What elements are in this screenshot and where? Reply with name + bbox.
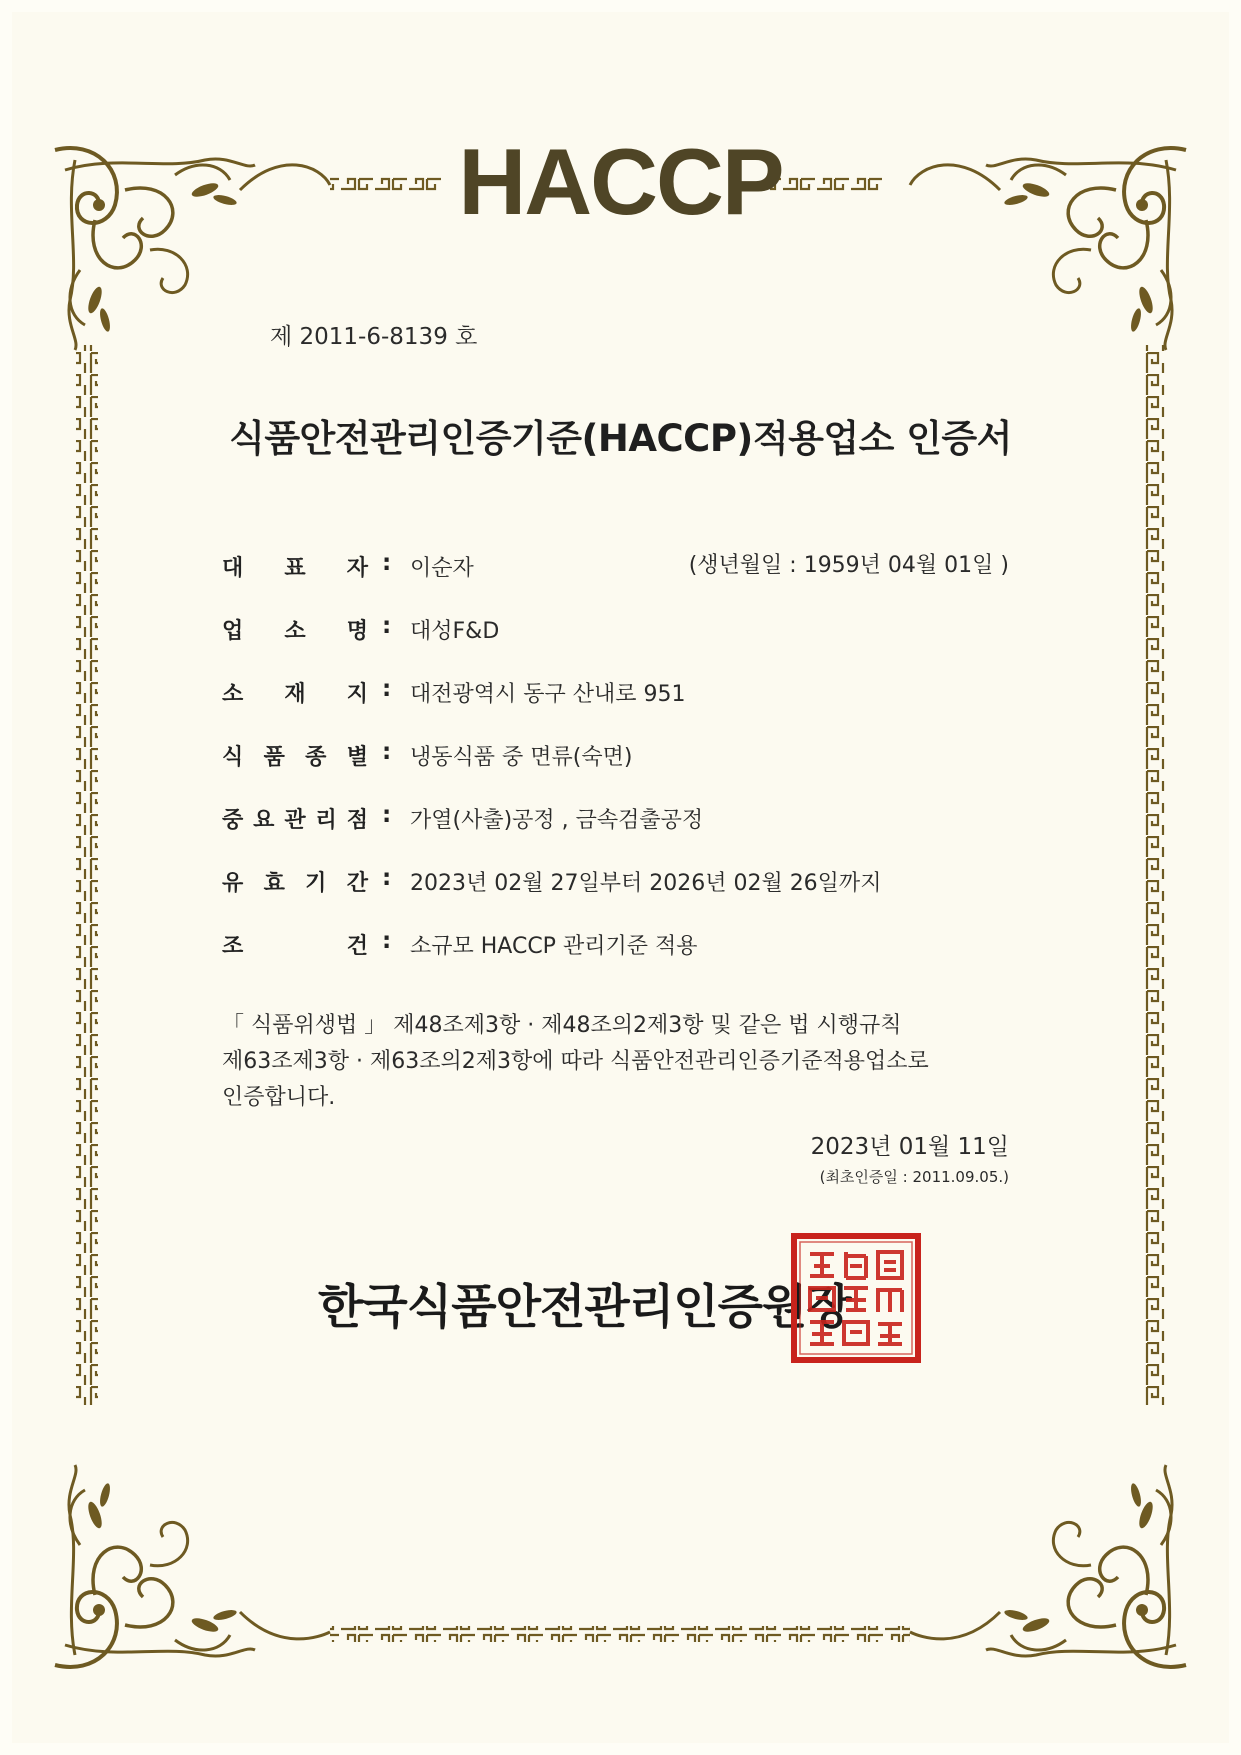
first-certification-date: (최초인증일 : 2011.09.05.) (819, 1168, 1009, 1186)
field-colon: : (382, 739, 392, 765)
field-value-business-name: 대성F&D (410, 619, 500, 644)
field-colon: : (382, 802, 392, 828)
field-value-food-type: 냉동식품 중 면류(숙면) (410, 745, 633, 770)
field-label-representative: 대 표 자 (222, 556, 368, 581)
official-seal-stamp (790, 1232, 922, 1364)
birth-date: (생년월일 : 1959년 04월 01일 ) (688, 553, 1009, 578)
field-colon: : (382, 613, 392, 639)
field-value-address: 대전광역시 동구 산내로 951 (410, 682, 686, 707)
field-label-condition: 조 건 (222, 934, 368, 959)
field-label-validity: 유 효 기 간 (222, 871, 368, 896)
field-colon: : (382, 676, 392, 702)
statement-line-3: 인증합니다. (222, 1085, 336, 1110)
field-colon: : (382, 928, 392, 954)
field-value-ccp: 가열(사출)공정 , 금속검출공정 (410, 808, 704, 833)
field-label-ccp: 중 요 관 리 점 (222, 808, 368, 833)
field-colon: : (382, 550, 392, 576)
statement-line-1: 「 식품위생법 」 제48조제3항 · 제48조의2제3항 및 같은 법 시행규칙 (222, 1013, 902, 1038)
field-value-representative: 이순자 (410, 556, 474, 581)
certificate-title: 식품안전관리인증기준(HACCP)적용업소 인증서 (229, 417, 1012, 460)
issue-date: 2023년 01월 11일 (810, 1134, 1009, 1160)
certificate-number: 제 2011-6-8139 호 (270, 324, 478, 350)
haccp-logo: HACCP (458, 129, 783, 234)
field-label-food-type: 식 품 종 별 (222, 745, 368, 770)
statement-line-2: 제63조제3항 · 제63조의2제3항에 따라 식품안전관리인증기준적용업소로 (222, 1049, 929, 1074)
field-value-validity: 2023년 02월 27일부터 2026년 02월 26일까지 (410, 871, 882, 896)
field-label-business-name: 업 소 명 (222, 619, 368, 644)
issuer-name: 한국식품안전관리인증원장 (318, 1280, 851, 1335)
field-label-address: 소 재 지 (222, 682, 368, 707)
field-value-condition: 소규모 HACCP 관리기준 적용 (410, 934, 698, 959)
field-colon: : (382, 865, 392, 891)
